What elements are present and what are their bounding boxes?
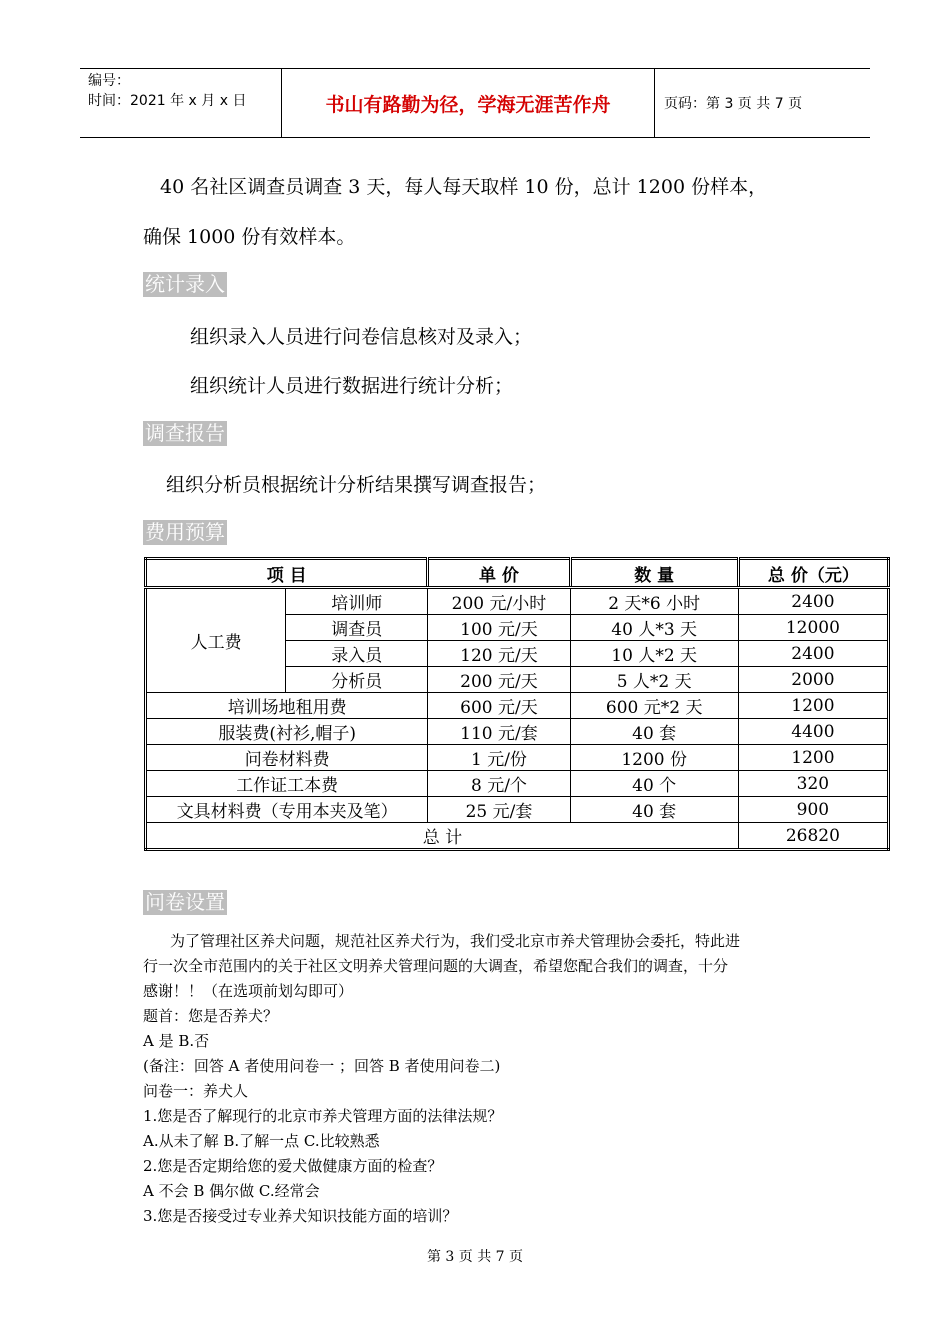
item-cell: 服装费(衬衫,帽子) [146,719,428,745]
questionnaire-line: 1.您是否了解现行的北京市养犬管理方面的法律法规？ [143,1107,503,1125]
unit-cell: 100 元/天 [428,615,570,641]
unit-cell: 600 元/天 [428,693,570,719]
role-cell: 调查员 [286,615,428,641]
item-cell: 问卷材料费 [146,745,428,771]
qty-cell: 40 套 [570,797,738,823]
questionnaire-line: A 不会 B 偶尔做 C.经常会 [143,1182,320,1200]
unit-cell: 120 元/天 [428,641,570,667]
questionnaire-line: 为了管理社区养犬问题，规范社区养犬行为，我们受北京市养犬管理协会委托，特此进 [170,932,741,950]
number-label: 编号： [88,73,130,89]
table-row [146,771,889,797]
qty-cell: 1200 份 [570,745,738,771]
unit-cell: 200 元/天 [428,667,570,693]
questionnaire-line: A.从未了解 B.了解一点 C.比较熟悉 [143,1132,380,1150]
qty-cell: 10 人*2 天 [570,641,738,667]
section-title-questionnaire: 问卷设置 [145,890,225,914]
qty-cell: 40 个 [570,771,738,797]
budget-header-row [146,559,889,588]
total-cell: 1200 [738,693,888,719]
report-line-1: 组织分析员根据统计分析结果撰写调查报告； [166,474,547,496]
budget-table [144,557,890,851]
total-cell: 320 [738,771,888,797]
questionnaire-line: 问卷一：养犬人 [143,1082,249,1100]
total-cell: 2400 [738,641,888,667]
item-cell: 文具材料费（专用本夹及笔） [146,797,428,823]
section-title-report: 调查报告 [145,421,225,445]
header-item: 项 目 [146,559,428,588]
total-cell: 4400 [738,719,888,745]
qty-cell: 5 人*2 天 [570,667,738,693]
entry-line-1: 组织录入人员进行问卷信息核对及录入； [190,326,533,348]
questionnaire-line: (备注：回答 A 者使用问卷一 ；回答 B 者使用问卷二) [143,1057,501,1075]
section-title-entry: 统计录入 [145,272,225,296]
item-cell: 工作证工本费 [146,771,428,797]
header-unit-price: 单 价 [428,559,570,588]
qty-cell: 40 人*3 天 [570,615,738,641]
sum-label: 总 计 [146,823,739,850]
total-cell: 1200 [738,745,888,771]
qty-cell: 40 套 [570,719,738,745]
header-total: 总 价（元） [738,559,888,588]
role-cell: 分析员 [286,667,428,693]
table-row [146,797,889,823]
table-row [146,588,889,615]
page-footer: 第 3 页 共 7 页 [426,1249,524,1265]
table-row [146,719,889,745]
questionnaire-line: 2.您是否定期给您的爱犬做健康方面的检查？ [143,1157,443,1175]
item-cell: 培训场地租用费 [146,693,428,719]
questionnaire-line: 3.您是否接受过专业养犬知识技能方面的培训？ [143,1207,458,1225]
header-meta [80,69,282,137]
questionnaire-line: 行一次全市范围内的关于社区文明养犬管理问题的大调查，希望您配合我们的调查，十分 [143,957,729,975]
entry-line-2: 组织统计人员进行数据进行统计分析； [190,375,514,397]
unit-cell: 8 元/个 [428,771,570,797]
questionnaire-line: A 是 B.否 [143,1032,210,1050]
qty-cell: 2 天*6 小时 [570,588,738,615]
table-row [146,745,889,771]
time-label: 时间：2021 年 x 月 x 日 [88,93,247,109]
total-cell: 12000 [738,615,888,641]
intro-line-1: 40 名社区调查员调查 3 天，每人每天取样 10 份，总计 1200 份样本， [160,176,768,198]
labor-label: 人工费 [146,588,286,693]
questionnaire-line: 感谢！！（在选项前划勾即可） [143,982,354,1000]
role-cell: 录入员 [286,641,428,667]
unit-cell: 1 元/份 [428,745,570,771]
unit-cell: 110 元/套 [428,719,570,745]
unit-cell: 25 元/套 [428,797,570,823]
questionnaire-line: 题首：您是否养犬？ [143,1007,279,1025]
header-page-number: 页码：第 3 页 共 7 页 [664,96,803,112]
page-header [80,68,870,138]
table-row [146,693,889,719]
role-cell: 培训师 [286,588,428,615]
qty-cell: 600 元*2 天 [570,693,738,719]
total-cell: 2400 [738,588,888,615]
total-cell: 900 [738,797,888,823]
total-cell: 2000 [738,667,888,693]
intro-line-2: 确保 1000 份有效样本。 [143,226,356,248]
section-title-budget: 费用预算 [145,520,225,544]
unit-cell: 200 元/小时 [428,588,570,615]
table-total-row [146,823,889,850]
header-motto: 书山有路勤为径，学海无涯苦作舟 [282,69,655,137]
header-quantity: 数 量 [570,559,738,588]
sum-value: 26820 [738,823,888,850]
